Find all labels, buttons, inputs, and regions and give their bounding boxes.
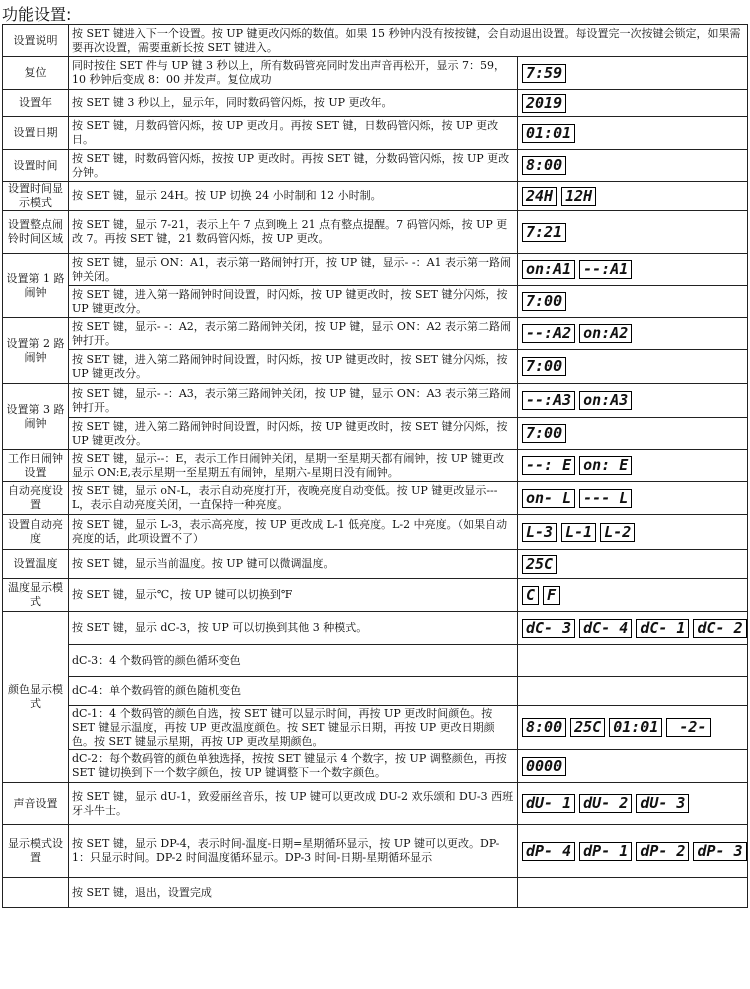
setting-description: 按 SET 键，显示--：E，表示工作日闹钟关闭，星期一至星期天都有闹钟，按 UP 键更改显示 ON:E,表示星期一至星期五有闹钟，星期六-星期日没有闹钟。 (69, 450, 518, 482)
lcd-readout: dP- 3 (693, 842, 746, 861)
setting-description: 按 SET 键，显示 7-21，表示上午 7 点到晚上 21 点有整点提醒。7 码管闪烁，按 UP 更改 7。再按 SET 键，21 数码管闪烁，按 UP 更改。 (69, 211, 518, 254)
lcd-display-cell (518, 706, 748, 750)
table-row (3, 384, 748, 418)
lcd-display-cell (518, 645, 748, 677)
lcd-display-cell (518, 286, 748, 318)
lcd-readout: dP- 2 (636, 842, 689, 861)
table-row (3, 318, 748, 350)
lcd-display-cell (518, 825, 748, 878)
lcd-display-cell (518, 515, 748, 550)
setting-description: 按 SET 键，显示℃，按 UP 键可以切换到℉ (69, 579, 518, 612)
lcd-display-cell (518, 350, 748, 384)
lcd-display-cell (518, 677, 748, 706)
lcd-readout: dU- 2 (579, 794, 632, 813)
lcd-readout: --:A1 (579, 260, 632, 279)
lcd-display-cell (518, 117, 748, 150)
setting-description: dC-2：每个数码管的颜色单独选择，按按 SET 键显示 4 个数字，按 UP 调整颜色，再按 SET 键切换到下一个数字颜色，按 UP 键调整下一个数字颜色。 (69, 750, 518, 783)
setting-description: 按 SET 键 3 秒以上，显示年，同时数码管闪烁，按 UP 更改年。 (69, 90, 518, 117)
table-row (3, 117, 748, 150)
lcd-readout: L-1 (561, 523, 596, 542)
lcd-display-cell (518, 783, 748, 825)
setting-description: 同时按住 SET 件与 UP 键 3 秒以上，所有数码管亮同时发出声音再松开，显示 7：59， 10 秒钟后变成 8：00 并发声。复位成功 (69, 57, 518, 90)
settings-table (2, 24, 748, 908)
lcd-readout: L-3 (522, 523, 557, 542)
setting-name: 颜色显示模式 (3, 612, 69, 783)
setting-description: 按 SET 键，显示 dU-1，致爱丽丝音乐，按 UP 键可以更改成 DU-2 欢乐颂和 DU-3 西班牙斗牛士。 (69, 783, 518, 825)
lcd-readout: dC- 3 (522, 619, 575, 638)
lcd-display-cell (518, 878, 748, 908)
lcd-readout: on:A2 (579, 324, 632, 343)
setting-name: 设置第 3 路闹钟 (3, 384, 69, 450)
lcd-readout: --- L (579, 489, 632, 508)
setting-description: 按 SET 键，退出，设置完成 (69, 878, 518, 908)
lcd-readout: --: E (522, 456, 575, 475)
setting-description: dC-3：4 个数码管的颜色循环变色 (69, 645, 518, 677)
table-row (3, 482, 748, 515)
lcd-readout: dC- 2 (693, 619, 746, 638)
setting-name: 设置自动亮度 (3, 515, 69, 550)
lcd-readout: 7:00 (522, 424, 566, 443)
setting-description: 按 SET 键，显示 oN-L，表示自动亮度打开，夜晚亮度自动变低。按 UP 键更改显示---L，表示自动亮度关闭，一直保持一种亮度。 (69, 482, 518, 515)
setting-description: 按 SET 键，进入第二路闹钟时间设置，时闪烁，按 UP 键更改时，按 SET 键分闪烁，按 UP 键更改分。 (69, 350, 518, 384)
table-row (3, 706, 748, 750)
lcd-readout: dP- 4 (522, 842, 575, 861)
setting-name: 复位 (3, 57, 69, 90)
setting-name: 设置整点闹铃时间区域 (3, 211, 69, 254)
lcd-display-cell (518, 550, 748, 579)
setting-description: 按 SET 键，进入第二路闹钟时间设置，时闪烁，按 UP 键更改时，按 SET 键分闪烁，按 UP 键更改分。 (69, 418, 518, 450)
table-row (3, 750, 748, 783)
setting-description: 按 SET 键，显示 dC-3，按 UP 可以切换到其他 3 种模式。 (69, 612, 518, 645)
lcd-display-cell (518, 418, 748, 450)
setting-description: dC-4：单个数码管的颜色随机变色 (69, 677, 518, 706)
setting-name: 设置时间显示模式 (3, 182, 69, 211)
lcd-display-cell (518, 211, 748, 254)
table-row (3, 878, 748, 908)
lcd-readout: L-2 (600, 523, 635, 542)
setting-name: 设置第 1 路闹钟 (3, 254, 69, 318)
setting-description: 按 SET 键，显示- -：A3，表示第三路闹钟关闭，按 UP 键，显示 ON：A3 表示第三路闹钟打开。 (69, 384, 518, 418)
lcd-readout: 25C (522, 555, 557, 574)
lcd-readout: --:A2 (522, 324, 575, 343)
setting-name: 声音设置 (3, 783, 69, 825)
setting-description: 按 SET 键，时数码管闪烁，按按 UP 更改时。再按 SET 键，分数码管闪烁，按 UP 更改分钟。 (69, 150, 518, 182)
table-row (3, 350, 748, 384)
table-row (3, 254, 748, 286)
lcd-readout: 7:00 (522, 357, 566, 376)
lcd-display-cell (518, 57, 748, 90)
lcd-display-cell (518, 150, 748, 182)
setting-description: 按 SET 键，显示 24H。按 UP 切换 24 小时制和 12 小时制。 (69, 182, 518, 211)
lcd-readout: 25C (570, 718, 605, 737)
lcd-readout: on- L (522, 489, 575, 508)
lcd-readout: dC- 1 (636, 619, 689, 638)
lcd-readout: dU- 1 (522, 794, 575, 813)
table-row (3, 783, 748, 825)
table-row (3, 677, 748, 706)
setting-name: 设置第 2 路闹钟 (3, 318, 69, 384)
table-row (3, 418, 748, 450)
setting-name: 设置时间 (3, 150, 69, 182)
setting-description: 按 SET 键，显示 ON：A1，表示第一路闹钟打开，按 UP 键，显示- -：A1 表示第一路闹钟关闭。 (69, 254, 518, 286)
lcd-readout: dP- 1 (579, 842, 632, 861)
setting-name: 设置年 (3, 90, 69, 117)
lcd-readout: 8:00 (522, 718, 566, 737)
table-row (3, 450, 748, 482)
lcd-readout: 24H (522, 187, 557, 206)
setting-name: 设置温度 (3, 550, 69, 579)
lcd-readout: 8:00 (522, 156, 566, 175)
lcd-display-cell (518, 182, 748, 211)
lcd-readout: F (543, 586, 560, 605)
lcd-readout: 7:59 (522, 64, 566, 83)
lcd-display-cell (518, 482, 748, 515)
lcd-display-cell (518, 254, 748, 286)
table-row (3, 515, 748, 550)
lcd-readout: dU- 3 (636, 794, 689, 813)
table-row (3, 211, 748, 254)
lcd-readout: on: E (579, 456, 632, 475)
lcd-readout: on:A1 (522, 260, 575, 279)
lcd-display-cell (518, 750, 748, 783)
page-title: 功能设置: (2, 5, 72, 24)
lcd-readout: -2- (666, 718, 710, 737)
lcd-display-cell (518, 318, 748, 350)
lcd-readout: on:A3 (579, 391, 632, 410)
lcd-readout: 7:21 (522, 223, 566, 242)
lcd-readout: 0000 (522, 757, 566, 776)
table-row (3, 579, 748, 612)
setting-name: 工作日闹钟设置 (3, 450, 69, 482)
table-row (3, 825, 748, 878)
lcd-readout: dC- 4 (579, 619, 632, 638)
table-row (3, 550, 748, 579)
lcd-readout: 7:00 (522, 292, 566, 311)
setting-description: 按 SET 键，月数码管闪烁，按 UP 更改月。再按 SET 键，日数码管闪烁，按 UP 更改日。 (69, 117, 518, 150)
setting-description: 按 SET 键，显示 L-3，表示高亮度，按 UP 更改成 L-1 低亮度。L-2 中亮度。（如果自动亮度的话，此项设置不了） (69, 515, 518, 550)
setting-name: 显示模式设置 (3, 825, 69, 878)
table-row (3, 150, 748, 182)
lcd-readout: 12H (561, 187, 596, 206)
lcd-display-cell (518, 90, 748, 117)
setting-name: 自动亮度设置 (3, 482, 69, 515)
lcd-display-cell (518, 612, 748, 645)
table-row (3, 645, 748, 677)
table-row (3, 25, 748, 57)
lcd-display-cell (518, 384, 748, 418)
lcd-display-cell (518, 579, 748, 612)
setting-description: dC-1：4 个数码管的颜色自选，按 SET 键可以显示时间，再按 UP 更改时间颜色。按 SET 键显示温度，再按 UP 更改温度颜色。按 SET 键显示日期，再按 UP 更改日期颜色。按 SET 键显示星期，再按 UP 更改星期颜色。 (69, 706, 518, 750)
setting-description: 按 SET 键，显示- -：A2，表示第二路闹钟关闭，按 UP 键，显示 ON：A2 表示第二路闹钟打开。 (69, 318, 518, 350)
setting-name (3, 878, 69, 908)
setting-description: 按 SET 键，显示当前温度。按 UP 键可以微调温度。 (69, 550, 518, 579)
table-row (3, 286, 748, 318)
lcd-readout: 01:01 (522, 124, 575, 143)
lcd-readout: 2019 (522, 94, 566, 113)
table-row (3, 57, 748, 90)
lcd-readout: 01:01 (609, 718, 662, 737)
table-row (3, 612, 748, 645)
setting-description: 按 SET 键，进入第一路闹钟时间设置，时闪烁，按 UP 键更改时，按 SET 键分闪烁，按 UP 键更改分。 (69, 286, 518, 318)
lcd-display-cell (518, 450, 748, 482)
setting-name: 设置说明 (3, 25, 69, 57)
setting-description: 按 SET 键进入下一个设置。按 UP 键更改闪烁的数值。如果 15 秒钟内没有按按键，会自动退出设置。每设置完一次按键会锁定，如果需要再次设置，需要重新长按 SET 键进入。 (69, 25, 748, 57)
lcd-readout: C (522, 586, 539, 605)
table-row (3, 90, 748, 117)
setting-name: 温度显示模式 (3, 579, 69, 612)
lcd-readout: --:A3 (522, 391, 575, 410)
setting-name: 设置日期 (3, 117, 69, 150)
table-row (3, 182, 748, 211)
setting-description: 按 SET 键，显示 DP-4，表示时间-温度-日期=星期循环显示，按 UP 键可以更改。DP-1：只显示时间。DP-2 时间温度循环显示。DP-3 时间-日期-星期循环显示 (69, 825, 518, 878)
